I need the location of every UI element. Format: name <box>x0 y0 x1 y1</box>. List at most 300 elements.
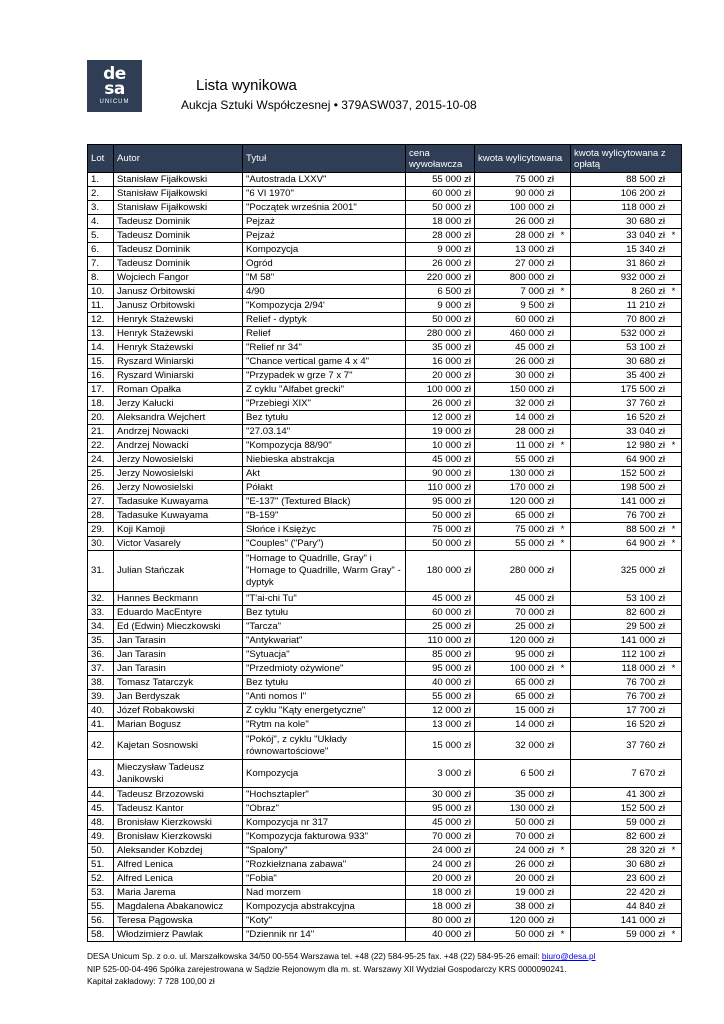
hammer-price-cell <box>475 606 571 620</box>
hammer-price-cell-value: 70 000 zł <box>515 606 554 618</box>
hammer-price-cell <box>475 187 571 201</box>
total-price-cell-value: 76 700 zł <box>626 509 665 521</box>
lot-cell: 32. <box>88 592 114 606</box>
start-price-cell: 95 000 zł <box>406 662 475 676</box>
title-cell: Relief <box>243 327 406 341</box>
start-price-cell: 16 000 zł <box>406 355 475 369</box>
lot-cell: 2. <box>88 187 114 201</box>
start-price-cell: 95 000 zł <box>406 802 475 816</box>
col-header-title: Tytuł <box>243 145 406 173</box>
title-cell: "Spalony" <box>243 844 406 858</box>
col-header-hammer-price: kwota wylicytowana <box>475 145 571 173</box>
start-price-cell: 20 000 zł <box>406 369 475 383</box>
asterisk-mark: * <box>560 928 565 940</box>
lot-cell: 15. <box>88 355 114 369</box>
author-cell: Tadasuke Kuwayama <box>114 509 243 523</box>
total-price-cell <box>571 355 682 369</box>
author-cell: Jan Tarasin <box>114 634 243 648</box>
hammer-price-cell-value: 30 000 zł <box>515 369 554 381</box>
table-row <box>88 341 682 355</box>
hammer-price-cell-value: 50 000 zł <box>515 816 554 828</box>
total-price-cell-value: 17 700 zł <box>626 704 665 716</box>
total-price-cell-value: 88 500 zł <box>626 173 665 185</box>
hammer-price-cell-value: 75 000 zł <box>515 173 554 185</box>
author-cell: Jerzy Nowosielski <box>114 481 243 495</box>
hammer-price-cell <box>475 383 571 397</box>
table-row <box>88 606 682 620</box>
footer-company-info: DESA Unicum Sp. z o.o. ul. Marszałkowska 34/50 00-554 Warszawa tel. +48 (22) 584-95-25 fax. +48 (22) 584-95-26 email: <box>87 951 542 961</box>
total-price-cell-value: 37 760 zł <box>626 739 665 751</box>
lot-cell: 33. <box>88 606 114 620</box>
table-row <box>88 229 682 243</box>
total-price-cell <box>571 551 682 592</box>
table-row <box>88 369 682 383</box>
hammer-price-cell-value: 170 000 zł <box>509 481 554 493</box>
start-price-cell: 9 000 zł <box>406 243 475 257</box>
start-price-cell: 50 000 zł <box>406 313 475 327</box>
author-cell: Andrzej Nowacki <box>114 425 243 439</box>
hammer-price-cell-value: 24 000 zł <box>515 844 554 856</box>
lot-cell: 51. <box>88 858 114 872</box>
total-price-cell <box>571 914 682 928</box>
total-price-cell <box>571 802 682 816</box>
table-row <box>88 900 682 914</box>
start-price-cell: 12 000 zł <box>406 411 475 425</box>
start-price-cell: 18 000 zł <box>406 886 475 900</box>
lot-cell: 1. <box>88 173 114 187</box>
hammer-price-cell-value: 20 000 zł <box>515 872 554 884</box>
start-price-cell: 45 000 zł <box>406 592 475 606</box>
table-row <box>88 551 682 592</box>
hammer-price-cell <box>475 369 571 383</box>
total-price-cell <box>571 481 682 495</box>
start-price-cell: 55 000 zł <box>406 690 475 704</box>
footer-line3: Kapitał zakładowy: 7 728 100,00 zł <box>87 976 215 986</box>
hammer-price-cell-value: 15 000 zł <box>515 704 554 716</box>
lot-cell: 21. <box>88 425 114 439</box>
total-price-cell-value: 325 000 zł <box>620 565 665 576</box>
total-price-cell <box>571 816 682 830</box>
col-header-start-price: cena wywoławcza <box>406 145 475 173</box>
lot-cell: 6. <box>88 243 114 257</box>
total-price-cell-value: 37 760 zł <box>626 397 665 409</box>
author-cell: Jerzy Kałucki <box>114 397 243 411</box>
total-price-cell <box>571 271 682 285</box>
hammer-price-cell-value: 65 000 zł <box>515 676 554 688</box>
author-cell: Kajetan Sosnowski <box>114 732 243 760</box>
hammer-price-cell <box>475 592 571 606</box>
title-cell: Słońce i Księżyc <box>243 523 406 537</box>
title-cell: Pejzaż <box>243 229 406 243</box>
lot-cell: 50. <box>88 844 114 858</box>
col-header-lot: Lot <box>88 145 114 173</box>
author-cell: Marian Bogusz <box>114 718 243 732</box>
title-cell: "Relief nr 34" <box>243 341 406 355</box>
title-cell: "Dziennik nr 14" <box>243 928 406 942</box>
hammer-price-cell <box>475 173 571 187</box>
hammer-price-cell <box>475 467 571 481</box>
hammer-price-cell-value: 460 000 zł <box>509 327 554 339</box>
table-row <box>88 523 682 537</box>
title-cell: "6 VI 1970" <box>243 187 406 201</box>
asterisk-mark: * <box>560 439 565 451</box>
lot-cell: 24. <box>88 453 114 467</box>
total-price-cell <box>571 495 682 509</box>
hammer-price-cell-value: 9 500 zł <box>520 299 554 311</box>
author-cell: Włodzimierz Pawlak <box>114 928 243 942</box>
total-price-cell-value: 53 100 zł <box>626 592 665 604</box>
table-row <box>88 271 682 285</box>
table-row <box>88 439 682 453</box>
hammer-price-cell <box>475 662 571 676</box>
lot-cell: 40. <box>88 704 114 718</box>
table-row <box>88 858 682 872</box>
hammer-price-cell-value: 65 000 zł <box>515 690 554 702</box>
hammer-price-cell-value: 14 000 zł <box>515 411 554 423</box>
lot-cell: 48. <box>88 816 114 830</box>
total-price-cell <box>571 453 682 467</box>
total-price-cell-value: 141 000 zł <box>620 914 665 926</box>
title-cell: Relief - dyptyk <box>243 313 406 327</box>
total-price-cell-value: 11 210 zł <box>626 299 665 311</box>
hammer-price-cell <box>475 634 571 648</box>
total-price-cell-value: 30 680 zł <box>626 215 665 227</box>
author-cell: Henryk Stażewski <box>114 327 243 341</box>
total-price-cell-value: 12 980 zł <box>626 439 665 451</box>
hammer-price-cell <box>475 313 571 327</box>
lot-cell: 29. <box>88 523 114 537</box>
total-price-cell-value: 88 500 zł <box>626 523 665 535</box>
table-row <box>88 397 682 411</box>
total-price-cell-value: 112 100 zł <box>621 648 665 660</box>
footer-email-link[interactable]: biuro@desa.pl <box>541 951 596 961</box>
author-cell: Tomasz Tatarczyk <box>114 676 243 690</box>
total-price-cell <box>571 397 682 411</box>
author-cell: Maria Jarema <box>114 886 243 900</box>
lot-cell: 45. <box>88 802 114 816</box>
lot-cell: 11. <box>88 299 114 313</box>
title-cell: "Fobia" <box>243 872 406 886</box>
author-cell: Alfred Lenica <box>114 872 243 886</box>
table-row <box>88 411 682 425</box>
total-price-cell-value: 53 100 zł <box>626 341 665 353</box>
author-cell: Victor Vasarely <box>114 537 243 551</box>
hammer-price-cell <box>475 788 571 802</box>
title-cell: Nad morzem <box>243 886 406 900</box>
lot-cell: 30. <box>88 537 114 551</box>
total-price-cell <box>571 690 682 704</box>
hammer-price-cell <box>475 271 571 285</box>
asterisk-mark: * <box>671 229 676 241</box>
hammer-price-cell-value: 13 000 zł <box>515 243 554 255</box>
hammer-price-cell <box>475 928 571 942</box>
total-price-cell-value: 76 700 zł <box>626 676 665 688</box>
author-cell: Bronisław Kierzkowski <box>114 816 243 830</box>
col-header-author: Autor <box>114 145 243 173</box>
total-price-cell <box>571 201 682 215</box>
total-price-cell-value: 198 500 zł <box>620 481 665 493</box>
table-row <box>88 634 682 648</box>
hammer-price-cell-value: 60 000 zł <box>515 313 554 325</box>
hammer-price-cell-value: 11 000 zł <box>515 439 554 451</box>
start-price-cell: 13 000 zł <box>406 718 475 732</box>
lot-cell: 7. <box>88 257 114 271</box>
title-cell: "E-137" (Textured Black) <box>243 495 406 509</box>
hammer-price-cell <box>475 327 571 341</box>
total-price-cell <box>571 928 682 942</box>
table-row <box>88 243 682 257</box>
start-price-cell: 6 500 zł <box>406 285 475 299</box>
hammer-price-cell <box>475 620 571 634</box>
author-cell: Aleksander Kobzdej <box>114 844 243 858</box>
table-row <box>88 201 682 215</box>
title-cell: "Kompozycja 2/94' <box>243 299 406 313</box>
start-price-cell: 60 000 zł <box>406 187 475 201</box>
total-price-cell-value: 44 840 zł <box>626 900 665 912</box>
hammer-price-cell-value: 70 000 zł <box>515 830 554 842</box>
total-price-cell-value: 64 900 zł <box>626 537 665 549</box>
total-price-cell <box>571 187 682 201</box>
start-price-cell: 9 000 zł <box>406 299 475 313</box>
title-cell: "T'ai-chi Tu" <box>243 592 406 606</box>
title-cell: "Sytuacja" <box>243 648 406 662</box>
author-cell: Koji Kamoji <box>114 523 243 537</box>
start-price-cell: 50 000 zł <box>406 509 475 523</box>
lot-cell: 5. <box>88 229 114 243</box>
total-price-cell <box>571 732 682 760</box>
total-price-cell <box>571 257 682 271</box>
total-price-cell-value: 152 500 zł <box>620 467 665 479</box>
total-price-cell-value: 118 000 zł <box>621 201 665 213</box>
hammer-price-cell-value: 130 000 zł <box>509 467 554 479</box>
total-price-cell <box>571 704 682 718</box>
hammer-price-cell <box>475 732 571 760</box>
hammer-price-cell-value: 120 000 zł <box>509 495 554 507</box>
start-price-cell: 85 000 zł <box>406 648 475 662</box>
table-row <box>88 215 682 229</box>
start-price-cell: 15 000 zł <box>406 732 475 760</box>
document-subtitle: Aukcja Sztuki Współczesnej • 379ASW037, 2015-10-08 <box>181 98 477 112</box>
hammer-price-cell-value: 32 000 zł <box>515 739 554 751</box>
start-price-cell: 180 000 zł <box>406 551 475 592</box>
author-cell: Janusz Orbitowski <box>114 299 243 313</box>
start-price-cell: 45 000 zł <box>406 816 475 830</box>
lot-cell: 55. <box>88 900 114 914</box>
title-cell: "Kompozycja 88/90" <box>243 439 406 453</box>
hammer-price-cell <box>475 816 571 830</box>
lot-cell: 36. <box>88 648 114 662</box>
table-row <box>88 509 682 523</box>
table-row <box>88 257 682 271</box>
start-price-cell: 70 000 zł <box>406 830 475 844</box>
title-cell: Niebieska abstrakcja <box>243 453 406 467</box>
author-cell: Janusz Orbitowski <box>114 285 243 299</box>
author-cell: Henryk Stażewski <box>114 313 243 327</box>
total-price-cell-value: 7 670 zł <box>631 767 665 779</box>
total-price-cell-value: 932 000 zł <box>620 271 665 283</box>
total-price-cell <box>571 215 682 229</box>
start-price-cell: 40 000 zł <box>406 928 475 942</box>
hammer-price-cell-value: 28 000 zł <box>515 425 554 437</box>
title-cell: "M 58" <box>243 271 406 285</box>
hammer-price-cell-value: 75 000 zł <box>515 523 554 535</box>
total-price-cell <box>571 648 682 662</box>
title-cell: "Tarcza" <box>243 620 406 634</box>
lot-cell: 17. <box>88 383 114 397</box>
total-price-cell-value: 35 400 zł <box>626 369 665 381</box>
total-price-cell <box>571 760 682 788</box>
title-cell: Półakt <box>243 481 406 495</box>
lot-cell: 43. <box>88 760 114 788</box>
lot-cell: 3. <box>88 201 114 215</box>
total-price-cell <box>571 788 682 802</box>
start-price-cell: 50 000 zł <box>406 201 475 215</box>
table-row <box>88 732 682 760</box>
author-cell: Hannes Beckmann <box>114 592 243 606</box>
start-price-cell: 25 000 zł <box>406 620 475 634</box>
table-row <box>88 690 682 704</box>
lot-cell: 49. <box>88 830 114 844</box>
hammer-price-cell <box>475 341 571 355</box>
col-header-total-price: kwota wylicytowana z opłatą <box>571 145 682 173</box>
hammer-price-cell-value: 55 000 zł <box>515 453 554 465</box>
asterisk-mark: * <box>671 928 676 940</box>
hammer-price-cell <box>475 215 571 229</box>
lot-cell: 27. <box>88 495 114 509</box>
total-price-cell <box>571 606 682 620</box>
total-price-cell-value: 33 040 zł <box>626 425 665 437</box>
lot-cell: 8. <box>88 271 114 285</box>
logo-line3: UNICUM <box>99 99 130 105</box>
total-price-cell <box>571 872 682 886</box>
total-price-cell-value: 22 420 zł <box>626 886 665 898</box>
title-cell: Bez tytułu <box>243 606 406 620</box>
start-price-cell: 3 000 zł <box>406 760 475 788</box>
author-cell: Henryk Stażewski <box>114 341 243 355</box>
table-row <box>88 844 682 858</box>
hammer-price-cell <box>475 844 571 858</box>
lot-cell: 28. <box>88 509 114 523</box>
hammer-price-cell-value: 280 000 zł <box>509 565 554 576</box>
total-price-cell <box>571 592 682 606</box>
hammer-price-cell <box>475 537 571 551</box>
logo-line2: sa <box>104 79 125 99</box>
hammer-price-cell-value: 100 000 zł <box>509 201 554 213</box>
lot-cell: 52. <box>88 872 114 886</box>
start-price-cell: 60 000 zł <box>406 606 475 620</box>
author-cell: Aleksandra Wejchert <box>114 411 243 425</box>
start-price-cell: 40 000 zł <box>406 676 475 690</box>
title-cell: "27.03.14" <box>243 425 406 439</box>
total-price-cell <box>571 634 682 648</box>
footer-line1 <box>87 950 596 963</box>
start-price-cell: 75 000 zł <box>406 523 475 537</box>
author-cell: Jerzy Nowosielski <box>114 467 243 481</box>
lot-cell: 31. <box>88 551 114 592</box>
total-price-cell-value: 141 000 zł <box>620 634 665 646</box>
lot-cell: 58. <box>88 928 114 942</box>
title-cell: "Couples" ("Pary") <box>243 537 406 551</box>
start-price-cell: 50 000 zł <box>406 537 475 551</box>
lot-cell: 10. <box>88 285 114 299</box>
total-price-cell-value: 28 320 zł <box>626 844 665 856</box>
hammer-price-cell <box>475 704 571 718</box>
title-cell: "Przedmioty ożywione" <box>243 662 406 676</box>
asterisk-mark: * <box>671 439 676 451</box>
author-cell: Julian Stańczak <box>114 551 243 592</box>
total-price-cell <box>571 620 682 634</box>
hammer-price-cell <box>475 830 571 844</box>
title-cell: Pejzaż <box>243 215 406 229</box>
lot-cell: 37. <box>88 662 114 676</box>
hammer-price-cell <box>475 676 571 690</box>
start-price-cell: 110 000 zł <box>406 481 475 495</box>
hammer-price-cell <box>475 355 571 369</box>
hammer-price-cell-value: 130 000 zł <box>509 802 554 814</box>
start-price-cell: 26 000 zł <box>406 397 475 411</box>
author-cell: Józef Robakowski <box>114 704 243 718</box>
total-price-cell <box>571 299 682 313</box>
start-price-cell: 280 000 zł <box>406 327 475 341</box>
author-cell: Magdalena Abakanowicz <box>114 900 243 914</box>
title-cell: "Przypadek w grze 7 x 7" <box>243 369 406 383</box>
hammer-price-cell-value: 45 000 zł <box>515 592 554 604</box>
start-price-cell: 95 000 zł <box>406 495 475 509</box>
start-price-cell: 220 000 zł <box>406 271 475 285</box>
lot-cell: 38. <box>88 676 114 690</box>
total-price-cell <box>571 411 682 425</box>
hammer-price-cell <box>475 201 571 215</box>
total-price-cell <box>571 718 682 732</box>
hammer-price-cell <box>475 523 571 537</box>
asterisk-mark: * <box>671 662 676 674</box>
lot-cell: 25. <box>88 467 114 481</box>
table-row <box>88 481 682 495</box>
table-row <box>88 802 682 816</box>
table-row <box>88 914 682 928</box>
start-price-cell: 19 000 zł <box>406 425 475 439</box>
total-price-cell-value: 59 000 zł <box>626 816 665 828</box>
total-price-cell-value: 76 700 zł <box>626 690 665 702</box>
total-price-cell-value: 29 500 zł <box>626 620 665 632</box>
hammer-price-cell <box>475 299 571 313</box>
title-cell: "Hochsztapler" <box>243 788 406 802</box>
table-row <box>88 285 682 299</box>
start-price-cell: 100 000 zł <box>406 383 475 397</box>
total-price-cell <box>571 467 682 481</box>
author-cell: Stanisław Fijałkowski <box>114 201 243 215</box>
author-cell: Tadeusz Dominik <box>114 243 243 257</box>
title-cell: Kompozycja <box>243 760 406 788</box>
total-price-cell <box>571 369 682 383</box>
title-cell: Bez tytułu <box>243 676 406 690</box>
author-cell: Teresa Pągowska <box>114 914 243 928</box>
author-cell: Mieczysław Tadeusz Janikowski <box>114 760 243 788</box>
title-cell: "Początek września 2001" <box>243 201 406 215</box>
hammer-price-cell <box>475 243 571 257</box>
hammer-price-cell-value: 7 000 zł <box>520 285 554 297</box>
start-price-cell: 28 000 zł <box>406 229 475 243</box>
total-price-cell-value: 82 600 zł <box>626 606 665 618</box>
total-price-cell-value: 59 000 zł <box>626 928 665 940</box>
start-price-cell: 18 000 zł <box>406 900 475 914</box>
total-price-cell-value: 16 520 zł <box>626 411 665 423</box>
lot-cell: 12. <box>88 313 114 327</box>
total-price-cell <box>571 243 682 257</box>
total-price-cell <box>571 523 682 537</box>
lot-cell: 41. <box>88 718 114 732</box>
lot-cell: 44. <box>88 788 114 802</box>
